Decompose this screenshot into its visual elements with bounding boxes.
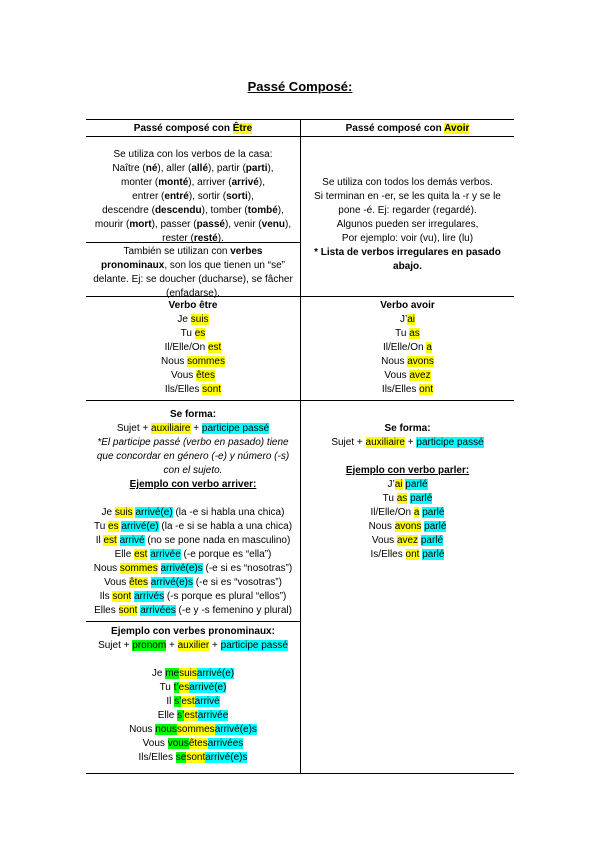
etre-formation: Se forma: Sujet + auxiliaire + participe passé *El participe passé (verbo en pasado) tiene que concordar en género (-e) y número (-s) con el sujeto. Ejemplo con verbo arriver: Je suis arrivé(e) (la -e si habla una chica) Tu es arrivé(e) (la -e si se habla a una chica) Il est arrivé (no se pone nada en masculino) Elle est arrivée (-e porque es “ella”) Nous sommes arrivé(e)s (-e si es “nosotras”) Vous êtes arrivé(e)s (-e si es “vosotras”) Ils sont arrivés (-s porque es plural “ellos”) Elles sont arrivées (-e y -s femenino y plural) bbox=[86, 408, 300, 618]
verb-form: êtes bbox=[196, 370, 215, 381]
example-row bbox=[301, 506, 514, 520]
pronoun: Elle bbox=[114, 549, 135, 560]
participle: arrivé(e) bbox=[121, 521, 159, 532]
verb-form: avez bbox=[409, 370, 431, 381]
auxiliary: sont bbox=[186, 752, 206, 763]
pronoun: Nous bbox=[161, 356, 188, 367]
pronoun: Is/Elles bbox=[370, 549, 406, 560]
verb-form: ai bbox=[407, 314, 416, 325]
example-row bbox=[86, 709, 300, 723]
etre-conj-title: Verbo être bbox=[168, 300, 218, 311]
pronoun: Ils/Elles bbox=[381, 384, 420, 395]
pronoun: Il/Elle/On bbox=[370, 507, 414, 518]
auxiliary: sommes bbox=[119, 563, 158, 574]
example-row bbox=[86, 695, 300, 709]
example-row bbox=[301, 492, 514, 506]
participle: arrivées bbox=[207, 738, 244, 749]
pronoun: Tu bbox=[382, 493, 397, 504]
participle: arrivé(e) bbox=[135, 507, 173, 518]
reflexive-pronoun: s’ bbox=[177, 710, 185, 721]
pronoun: Vous bbox=[371, 535, 397, 546]
example-row bbox=[86, 681, 300, 695]
page-title: Passé Composé: bbox=[247, 79, 353, 94]
pronoun: Ils bbox=[99, 591, 113, 602]
remark: (-e si es “nosotras”) bbox=[202, 563, 293, 574]
conjugation-row bbox=[86, 355, 300, 369]
remark: (no se pone nada en masculino) bbox=[144, 535, 291, 546]
verb-form: es bbox=[194, 328, 206, 339]
remark: (-e si es “vosotras”) bbox=[193, 577, 282, 588]
pronoun: Tu bbox=[159, 682, 174, 693]
participle: arrivée bbox=[197, 710, 229, 721]
example-row bbox=[86, 737, 300, 751]
auxiliary: est bbox=[181, 696, 195, 707]
participle: arrivé(e)s bbox=[205, 752, 248, 763]
participle: parlé bbox=[405, 479, 428, 490]
example-row bbox=[86, 548, 300, 562]
avoir-conj-title: Verbo avoir bbox=[380, 300, 435, 311]
verb-form: avons bbox=[407, 356, 434, 367]
verb-form: as bbox=[409, 328, 420, 339]
participle: parlé bbox=[424, 521, 447, 532]
auxiliary: ont bbox=[405, 549, 420, 560]
auxiliary: sont bbox=[118, 605, 138, 616]
verb-form: suis bbox=[190, 314, 209, 325]
participle: arrivés bbox=[134, 591, 165, 602]
pronoun: Je bbox=[177, 314, 191, 325]
verb-form: sont bbox=[202, 384, 222, 395]
example-row bbox=[86, 534, 300, 548]
example-row bbox=[301, 548, 514, 562]
conjugation-row bbox=[86, 327, 300, 341]
pronoun: Ils/Elles bbox=[138, 752, 176, 763]
pronoun: Elles bbox=[94, 605, 119, 616]
reflexive-pronoun: s’ bbox=[174, 696, 182, 707]
auxiliary: avez bbox=[396, 535, 419, 546]
example-row bbox=[86, 751, 300, 765]
auxiliary: sont bbox=[112, 591, 132, 602]
remark: (-e y -s femenino y plural) bbox=[175, 605, 292, 616]
conjugation-row bbox=[86, 341, 300, 355]
auxiliary: est bbox=[103, 535, 117, 546]
participle: arrivé bbox=[119, 535, 145, 546]
reflexive-pronoun: me bbox=[165, 668, 180, 679]
pronoun: Tu bbox=[395, 328, 410, 339]
participle: parlé bbox=[422, 549, 445, 560]
remark: (la -e si habla una chica) bbox=[172, 507, 285, 518]
example-row bbox=[86, 604, 300, 618]
example-row bbox=[301, 478, 514, 492]
example-row bbox=[301, 520, 514, 534]
etre-header: Passé composé con Être bbox=[133, 123, 253, 134]
pronoun: Elle bbox=[157, 710, 178, 721]
pronoun: Nous bbox=[368, 521, 395, 532]
example-row bbox=[86, 520, 300, 534]
conjugation-row bbox=[301, 369, 514, 383]
pronoun: Il bbox=[95, 535, 104, 546]
participle: arrivé(e) bbox=[196, 668, 235, 679]
auxiliary: êtes bbox=[188, 738, 208, 749]
pronominal-note: También se utilizan con verbes pronominaux, son los que tienen un “se” delante. Ej: se doucher (ducharse), se fâcher (enfadarse). bbox=[93, 246, 293, 299]
remark: (la -e si se habla a una chica) bbox=[158, 521, 293, 532]
pronoun: Ils/Elles bbox=[164, 384, 203, 395]
participle: arrivé(e)s bbox=[214, 724, 257, 735]
auxiliary: suis bbox=[114, 507, 133, 518]
pronoun: Il bbox=[166, 696, 175, 707]
participle: parlé bbox=[422, 507, 445, 518]
auxiliary: est bbox=[184, 710, 198, 721]
conjugation-row bbox=[301, 313, 514, 327]
pronoun: Il/Elle/On bbox=[383, 342, 427, 353]
reflexive-pronoun: se bbox=[175, 752, 187, 763]
pronoun: Tu bbox=[180, 328, 195, 339]
conjugation-row bbox=[301, 327, 514, 341]
reflexive-pronoun: t’ bbox=[173, 682, 179, 693]
verb-form: est bbox=[208, 342, 222, 353]
conjugation-row bbox=[86, 383, 300, 397]
table-bottom-rule bbox=[86, 773, 514, 774]
pronoun: Nous bbox=[381, 356, 408, 367]
verb-form: a bbox=[426, 342, 432, 353]
pronoun: Nous bbox=[129, 724, 156, 735]
etre-usage: Se utiliza con los verbos de la casa: Naître (né), aller (allé), partir (parti), monter (monté), arriver (arrivé), entrer (entré), sortir (sorti), descendre (descendu), tomber (tombé), mourir (mort), passer (passé), venir (venu), rester (resté). bbox=[94, 149, 292, 244]
auxiliary: suis bbox=[179, 668, 197, 679]
pronoun: Vous bbox=[142, 738, 168, 749]
verb-form: sommes bbox=[187, 356, 225, 367]
auxiliary: sommes bbox=[176, 724, 215, 735]
participle: parlé bbox=[420, 535, 444, 546]
avoir-usage: Se utiliza con todos los demás verbos. Si terminan en -er, se les quita la -r y se le pone -é. Ej: regarder (regardé). Algunos pueden ser irregulares, Por ejemplo: voir (vu), lire (lu) * Lista de verbos irregulares en pasado abajo. bbox=[314, 177, 501, 272]
etre-conjugation bbox=[86, 299, 300, 397]
conjugation-row bbox=[86, 369, 300, 383]
auxiliary: es bbox=[108, 521, 119, 532]
auxiliary: êtes bbox=[129, 577, 148, 588]
avoir-formation: Se forma: Sujet + auxiliaire + participe passé Ejemplo con verbo parler: J’ai parlé Tu as parlé Il/Elle/On a parlé Nous avons parlé Vous avez parlé Is/Elles ont parlé bbox=[301, 422, 514, 562]
auxiliary: avons bbox=[394, 521, 422, 532]
conjugation-row bbox=[301, 383, 514, 397]
pronoun: J’ bbox=[387, 479, 395, 490]
example-row bbox=[86, 506, 300, 520]
example-row bbox=[86, 723, 300, 737]
verb-form: ont bbox=[419, 384, 434, 395]
auxiliary: a bbox=[413, 507, 420, 518]
auxiliary: est bbox=[134, 549, 148, 560]
auxiliary: ai bbox=[394, 479, 403, 490]
pronoun: Vous bbox=[171, 370, 197, 381]
example-row bbox=[301, 534, 514, 548]
conjugation-row bbox=[301, 355, 514, 369]
pronoun: Il/Elle/On bbox=[164, 342, 208, 353]
conjugation-row bbox=[301, 341, 514, 355]
avoir-conjugation bbox=[301, 299, 514, 397]
pronominal-example: Ejemplo con verbes pronominaux: Sujet + pronom + auxilier + participe passé Je mesuisarrivé(e) Tu t’esarrivé(e) Il s’estarrivé Elle s’estarrivée Nous noussommesarrivé(e)s Vous vousêtesarrivées Ils/Elles sesontarrivé(e)s bbox=[86, 625, 300, 765]
conjugation-row bbox=[86, 313, 300, 327]
pronoun: Nous bbox=[93, 563, 120, 574]
avoir-header: Passé composé con Avoir bbox=[345, 123, 470, 134]
pronominal-rule bbox=[86, 621, 300, 622]
participle: arrivé(e)s bbox=[150, 577, 194, 588]
participle: arrivées bbox=[140, 605, 176, 616]
pronoun: Je bbox=[151, 668, 166, 679]
participle: arrivé(e) bbox=[189, 682, 227, 693]
participle: parlé bbox=[410, 493, 433, 504]
pronoun: J’ bbox=[399, 314, 408, 325]
pronoun: Je bbox=[101, 507, 115, 518]
pronoun: Tu bbox=[93, 521, 109, 532]
reflexive-pronoun: nous bbox=[155, 724, 177, 735]
auxiliary: es bbox=[178, 682, 190, 693]
participle: arrivé(e)s bbox=[160, 563, 203, 574]
pronoun: Vous bbox=[384, 370, 410, 381]
auxiliary: as bbox=[396, 493, 408, 504]
example-row bbox=[86, 562, 300, 576]
remark: (-s porque es plural “ellos”) bbox=[164, 591, 287, 602]
participle: arrivée bbox=[150, 549, 181, 560]
example-row bbox=[86, 576, 300, 590]
pronoun: Vous bbox=[104, 577, 130, 588]
example-row bbox=[86, 667, 300, 681]
example-row bbox=[86, 590, 300, 604]
participle: arrivé bbox=[194, 696, 220, 707]
reflexive-pronoun: vous bbox=[167, 738, 189, 749]
remark: (-e porque es “ella”) bbox=[180, 549, 272, 560]
